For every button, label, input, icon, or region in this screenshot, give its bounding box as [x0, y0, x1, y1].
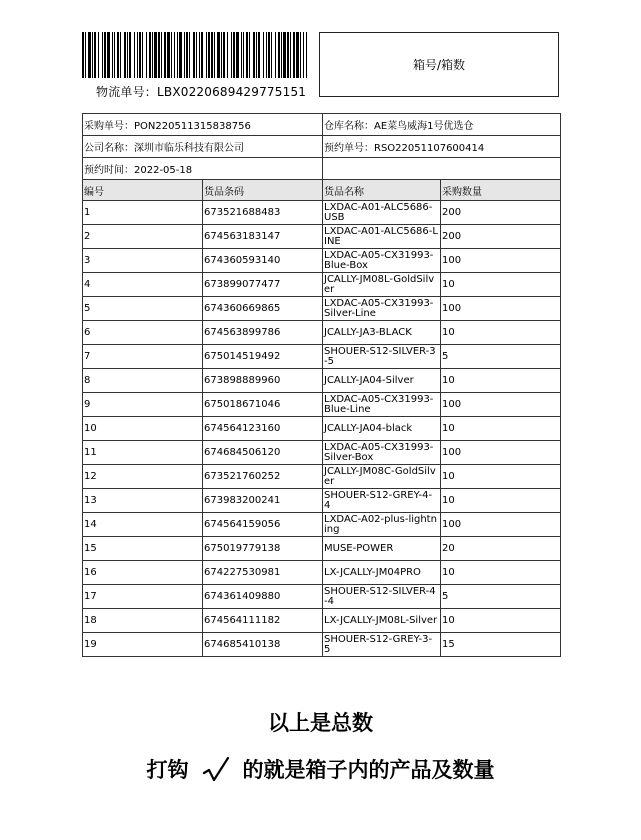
row-number: 15: [83, 537, 203, 561]
logistics-number: LBX0220689429775151: [157, 85, 307, 99]
row-product-name: SHOUER-S12-SILVER-3-5: [323, 345, 441, 369]
row-quantity: 10: [441, 369, 561, 393]
row-number: 4: [83, 273, 203, 297]
table-row: [83, 513, 561, 537]
row-barcode: 674564111182: [203, 609, 323, 633]
row-product-name: LXDAC-A02-plus-lightning: [323, 513, 441, 537]
row-barcode: 673521760252: [203, 465, 323, 489]
row-number: 9: [83, 393, 203, 417]
row-quantity: 10: [441, 609, 561, 633]
table-row: [83, 345, 561, 369]
appointment-number: 预约单号：RSO22051107600414: [323, 136, 561, 158]
row-quantity: 200: [441, 201, 561, 225]
row-quantity: 10: [441, 465, 561, 489]
row-barcode: 674227530981: [203, 561, 323, 585]
info-row: [83, 136, 561, 158]
row-quantity: 100: [441, 513, 561, 537]
table-row: [83, 585, 561, 609]
row-quantity: 200: [441, 225, 561, 249]
table-row: [83, 441, 561, 465]
row-product-name: LXDAC-A05-CX31993-Silver-Box: [323, 441, 441, 465]
row-product-name: LXDAC-A01-ALC5686-USB: [323, 201, 441, 225]
row-barcode: 673899077477: [203, 273, 323, 297]
row-product-name: SHOUER-S12-GREY-4-4: [323, 489, 441, 513]
row-number: 19: [83, 633, 203, 657]
box-number-label: 箱号/箱数: [412, 58, 466, 72]
row-number: 14: [83, 513, 203, 537]
row-product-name: LX-JCALLY-JM04PRO: [323, 561, 441, 585]
row-quantity: 20: [441, 537, 561, 561]
purchase-number: 采购单号：PON220511315838756: [83, 114, 323, 136]
row-number: 8: [83, 369, 203, 393]
row-quantity: 5: [441, 345, 561, 369]
table-row: [83, 609, 561, 633]
row-number: 2: [83, 225, 203, 249]
company-name: 公司名称：深圳市临乐科技有限公司: [83, 136, 323, 158]
row-product-name: LXDAC-A01-ALC5686-LINE: [323, 225, 441, 249]
row-barcode: 674360669865: [203, 297, 323, 321]
goods-table: [82, 179, 561, 657]
table-row: [83, 201, 561, 225]
row-number: 5: [83, 297, 203, 321]
row-number: 18: [83, 609, 203, 633]
row-barcode: 674564123160: [203, 417, 323, 441]
row-barcode: 673898889960: [203, 369, 323, 393]
row-number: 13: [83, 489, 203, 513]
shipping-barcode: [82, 32, 307, 78]
row-quantity: 10: [441, 273, 561, 297]
warehouse-name: 仓库名称：AE菜鸟威海1号优选仓: [323, 114, 561, 136]
row-barcode: 675019779138: [203, 537, 323, 561]
checkmark-note-suffix: 的就是箱子内的产品及数量: [242, 758, 495, 782]
row-barcode: 673983200241: [203, 489, 323, 513]
table-row: [83, 225, 561, 249]
row-product-name: LXDAC-A05-CX31993-Silver-Line: [323, 297, 441, 321]
row-number: 10: [83, 417, 203, 441]
row-quantity: 100: [441, 393, 561, 417]
row-number: 3: [83, 249, 203, 273]
table-row: [83, 417, 561, 441]
col-header-number: 编号: [83, 180, 203, 201]
info-row: [83, 158, 561, 180]
row-quantity: 10: [441, 561, 561, 585]
row-barcode: 675018671046: [203, 393, 323, 417]
row-barcode: 674563183147: [203, 225, 323, 249]
row-product-name: LXDAC-A05-CX31993-Blue-Box: [323, 249, 441, 273]
row-quantity: 100: [441, 297, 561, 321]
table-row: [83, 249, 561, 273]
row-product-name: LXDAC-A05-CX31993-Blue-Line: [323, 393, 441, 417]
table-row: [83, 369, 561, 393]
checkmark-note: [0, 754, 641, 786]
table-row: [83, 273, 561, 297]
logistics-number-line: [96, 83, 306, 100]
row-number: 6: [83, 321, 203, 345]
table-row: [83, 489, 561, 513]
row-barcode: 673521688483: [203, 201, 323, 225]
checkmark-note-prefix: 打钩: [146, 758, 189, 782]
row-quantity: 5: [441, 585, 561, 609]
row-quantity: 100: [441, 441, 561, 465]
table-row: [83, 537, 561, 561]
table-row: [83, 465, 561, 489]
logistics-label: 物流单号：: [96, 85, 158, 99]
row-product-name: MUSE-POWER: [323, 537, 441, 561]
checkmark-icon: [201, 756, 231, 786]
row-number: 16: [83, 561, 203, 585]
row-product-name: SHOUER-S12-SILVER-4-4: [323, 585, 441, 609]
row-product-name: JCALLY-JA04-Silver: [323, 369, 441, 393]
row-barcode: 675014519492: [203, 345, 323, 369]
row-number: 11: [83, 441, 203, 465]
table-row: [83, 561, 561, 585]
row-number: 17: [83, 585, 203, 609]
row-product-name: JCALLY-JA3-BLACK: [323, 321, 441, 345]
table-row: [83, 297, 561, 321]
row-number: 12: [83, 465, 203, 489]
row-quantity: 10: [441, 417, 561, 441]
table-row: [83, 393, 561, 417]
info-empty-cell: [323, 158, 561, 180]
info-row: [83, 114, 561, 136]
row-quantity: 15: [441, 633, 561, 657]
row-product-name: JCALLY-JM08L-GoldSilver: [323, 273, 441, 297]
appointment-time: 预约时间：2022-05-18: [83, 158, 323, 180]
row-barcode: 674563899786: [203, 321, 323, 345]
row-barcode: 674361409880: [203, 585, 323, 609]
row-product-name: JCALLY-JM08C-GoldSilver: [323, 465, 441, 489]
row-product-name: SHOUER-S12-GREY-3-5: [323, 633, 441, 657]
box-number-box: [319, 32, 559, 97]
col-header-barcode: 货品条码: [203, 180, 323, 201]
col-header-name: 货品名称: [323, 180, 441, 201]
row-quantity: 10: [441, 321, 561, 345]
table-row: [83, 633, 561, 657]
order-info-table: [82, 113, 561, 180]
row-quantity: 10: [441, 489, 561, 513]
row-barcode: 674684506120: [203, 441, 323, 465]
row-product-name: JCALLY-JA04-black: [323, 417, 441, 441]
table-row: [83, 321, 561, 345]
col-header-quantity: 采购数量: [441, 180, 561, 201]
row-number: 1: [83, 201, 203, 225]
total-note: 以上是总数: [268, 711, 373, 735]
row-product-name: LX-JCALLY-JM08L-Silver: [323, 609, 441, 633]
row-barcode: 674685410138: [203, 633, 323, 657]
row-quantity: 100: [441, 249, 561, 273]
goods-table-header: [83, 180, 561, 201]
row-barcode: 674564159056: [203, 513, 323, 537]
row-barcode: 674360593140: [203, 249, 323, 273]
row-number: 7: [83, 345, 203, 369]
